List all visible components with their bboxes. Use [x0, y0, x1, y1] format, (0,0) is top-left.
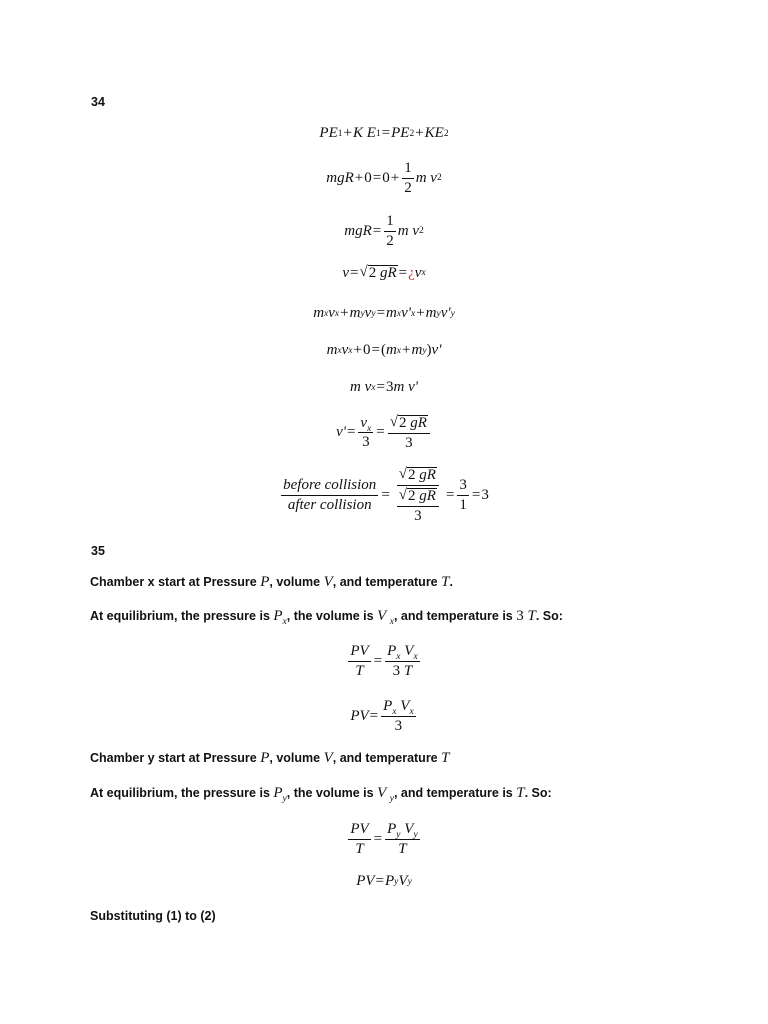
- problem-number: 34: [91, 95, 105, 109]
- equation-energy-conservation: PE 1 + K E 1 = PE 2 + KE 2: [319, 125, 449, 141]
- equation-velocity-ratio: $\frac{\text{before collision}}{\text{after collision}}$ = √ 2 gR √ 2 gR 3 = $\frac{3}{1}$ = 3: [283, 466, 489, 524]
- equation-chamber-y-gas-law: $\frac{PV}{T}$ = $\frac{P_y V_y}{T}$: [350, 821, 418, 857]
- equation-energy-substituted: mgR + 0 = 0 + $\frac{1}{2}$ m v 2: [326, 160, 442, 196]
- equation-final-velocity: v' = $\frac{v_x}{3}$ = √ 2 gR 3: [0, 414, 768, 451]
- equation-energy-simplified: mgR = $\frac{1}{2}$ m v 2: [344, 213, 424, 249]
- equation-momentum: m x v x + m y v y = m x v' x + m y v' y: [313, 305, 455, 321]
- text-chamber-x-equilibrium: At equilibrium, the pressure is $P_x$, the volume is V $_x$, and temperature is 3 T. So:: [90, 608, 563, 627]
- equation-momentum-mass: m v x = 3 m v': [350, 379, 418, 395]
- problem-number: 35: [91, 544, 105, 558]
- equation-chamber-x-simplified: PV = $\frac{P_x V_x}{3}$: [350, 698, 414, 734]
- error-glyph: ¿: [408, 264, 415, 281]
- text-chamber-y-start: Chamber y start at Pressure P, volume V, and temperature T: [90, 750, 450, 766]
- equation-velocity: v = √ 2 gR = ¿ v x: [342, 264, 426, 281]
- text-chamber-x-start: Chamber x start at Pressure P, volume V, and temperature T.: [90, 574, 453, 590]
- text-chamber-y-equilibrium: At equilibrium, the pressure is $P_y$, the volume is V $_y$, and temperature is T. So:: [90, 785, 552, 804]
- equation-chamber-y-simplified: PV = P y V y: [356, 873, 412, 889]
- equation-chamber-x-gas-law: $\frac{PV}{T}$ = $\frac{P_x V_x}{3 T}$: [350, 643, 418, 679]
- text-substituting: Substituting (1) to (2): [90, 909, 216, 923]
- equation-momentum-inelastic: m x v x + 0 = ( m x + m y ) v': [326, 342, 442, 358]
